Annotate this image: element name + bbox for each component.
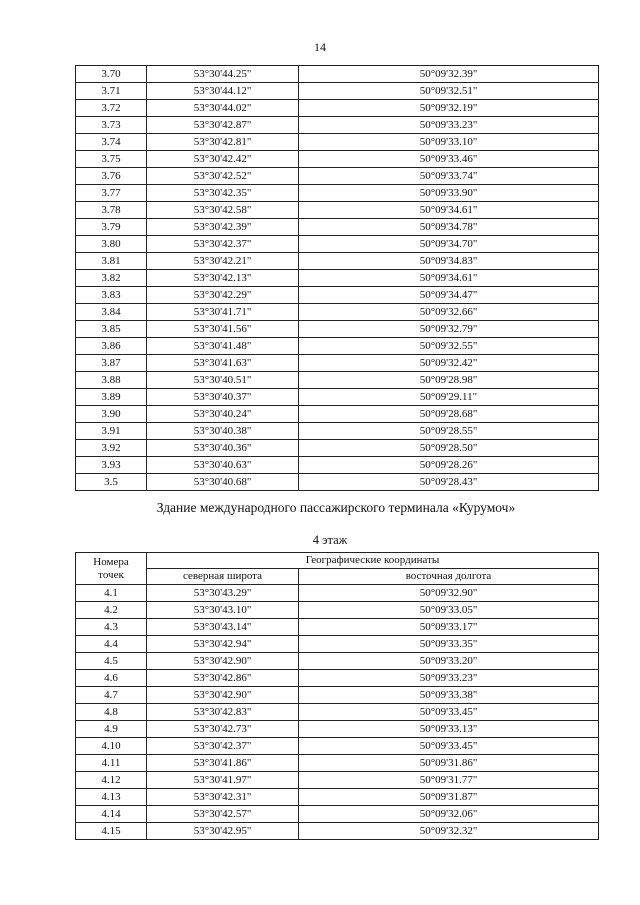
longitude-cell: 50°09'29.11" bbox=[299, 389, 599, 406]
latitude-cell: 53°30'42.83" bbox=[147, 704, 299, 721]
table-row bbox=[76, 287, 599, 304]
longitude-cell: 50°09'28.26" bbox=[299, 457, 599, 474]
point-number-cell: 3.90 bbox=[76, 406, 147, 423]
latitude-cell: 53°30'42.37" bbox=[147, 738, 299, 755]
latitude-cell: 53°30'42.57" bbox=[147, 806, 299, 823]
table-row bbox=[76, 585, 599, 602]
point-number-cell: 4.9 bbox=[76, 721, 147, 738]
table-row bbox=[76, 619, 599, 636]
longitude-cell: 50°09'32.42" bbox=[299, 355, 599, 372]
longitude-cell: 50°09'28.55" bbox=[299, 423, 599, 440]
page-number: 14 bbox=[314, 40, 326, 54]
coordinates-table-floor-4 bbox=[75, 552, 599, 840]
table-row bbox=[76, 687, 599, 704]
point-number-cell: 4.5 bbox=[76, 653, 147, 670]
longitude-cell: 50°09'31.77" bbox=[299, 772, 599, 789]
table-row bbox=[76, 772, 599, 789]
latitude-cell: 53°30'42.21" bbox=[147, 253, 299, 270]
point-number-cell: 3.88 bbox=[76, 372, 147, 389]
table-row bbox=[76, 219, 599, 236]
table-row bbox=[76, 83, 599, 100]
table-row bbox=[76, 457, 599, 474]
latitude-cell: 53°30'44.02" bbox=[147, 100, 299, 117]
point-number-cell: 3.75 bbox=[76, 151, 147, 168]
longitude-cell: 50°09'33.46" bbox=[299, 151, 599, 168]
point-number-cell: 3.79 bbox=[76, 219, 147, 236]
header-point-numbers bbox=[76, 553, 147, 585]
point-number-cell: 3.82 bbox=[76, 270, 147, 287]
table-header bbox=[76, 553, 599, 585]
table-row bbox=[76, 66, 599, 83]
longitude-cell: 50°09'32.66" bbox=[299, 304, 599, 321]
point-number-cell: 4.4 bbox=[76, 636, 147, 653]
point-number-cell: 3.81 bbox=[76, 253, 147, 270]
table-row bbox=[76, 440, 599, 457]
table-row bbox=[76, 100, 599, 117]
longitude-cell: 50°09'33.74" bbox=[299, 168, 599, 185]
latitude-cell: 53°30'43.14" bbox=[147, 619, 299, 636]
point-number-cell: 3.83 bbox=[76, 287, 147, 304]
table-row bbox=[76, 602, 599, 619]
longitude-cell: 50°09'32.19" bbox=[299, 100, 599, 117]
latitude-cell: 53°30'41.86" bbox=[147, 755, 299, 772]
longitude-cell: 50°09'34.61" bbox=[299, 202, 599, 219]
longitude-cell: 50°09'31.87" bbox=[299, 789, 599, 806]
longitude-cell: 50°09'32.55" bbox=[299, 338, 599, 355]
table-row bbox=[76, 389, 599, 406]
latitude-cell: 53°30'42.29" bbox=[147, 287, 299, 304]
point-number-cell: 4.1 bbox=[76, 585, 147, 602]
table-row bbox=[76, 789, 599, 806]
point-number-cell: 3.91 bbox=[76, 423, 147, 440]
point-number-cell: 4.10 bbox=[76, 738, 147, 755]
latitude-cell: 53°30'41.97" bbox=[147, 772, 299, 789]
point-number-cell: 3.86 bbox=[76, 338, 147, 355]
longitude-cell: 50°09'33.23" bbox=[299, 117, 599, 134]
point-number-cell: 3.76 bbox=[76, 168, 147, 185]
longitude-cell: 50°09'33.90" bbox=[299, 185, 599, 202]
point-number-cell: 4.14 bbox=[76, 806, 147, 823]
point-number-cell: 3.71 bbox=[76, 83, 147, 100]
point-number-cell: 3.87 bbox=[76, 355, 147, 372]
longitude-cell: 50°09'32.32" bbox=[299, 823, 599, 840]
table-row bbox=[76, 253, 599, 270]
table-row bbox=[76, 202, 599, 219]
point-number-cell: 3.89 bbox=[76, 389, 147, 406]
longitude-cell: 50°09'34.70" bbox=[299, 236, 599, 253]
longitude-cell: 50°09'33.45" bbox=[299, 704, 599, 721]
latitude-cell: 53°30'42.35" bbox=[147, 185, 299, 202]
table-row bbox=[76, 151, 599, 168]
table-row bbox=[76, 721, 599, 738]
table-row bbox=[76, 670, 599, 687]
point-number-cell: 3.80 bbox=[76, 236, 147, 253]
latitude-cell: 53°30'42.95" bbox=[147, 823, 299, 840]
table-row bbox=[76, 338, 599, 355]
point-number-cell: 4.11 bbox=[76, 755, 147, 772]
latitude-cell: 53°30'42.52" bbox=[147, 168, 299, 185]
longitude-cell: 50°09'33.13" bbox=[299, 721, 599, 738]
point-number-cell: 3.93 bbox=[76, 457, 147, 474]
latitude-cell: 53°30'42.73" bbox=[147, 721, 299, 738]
latitude-cell: 53°30'40.24" bbox=[147, 406, 299, 423]
point-number-cell: 3.78 bbox=[76, 202, 147, 219]
table-row bbox=[76, 406, 599, 423]
point-number-cell: 3.72 bbox=[76, 100, 147, 117]
point-number-cell: 4.7 bbox=[76, 687, 147, 704]
point-number-cell: 4.12 bbox=[76, 772, 147, 789]
table-row bbox=[76, 134, 599, 151]
latitude-cell: 53°30'40.38" bbox=[147, 423, 299, 440]
point-number-cell: 3.5 bbox=[76, 474, 147, 491]
longitude-cell: 50°09'33.35" bbox=[299, 636, 599, 653]
latitude-cell: 53°30'40.51" bbox=[147, 372, 299, 389]
longitude-cell: 50°09'34.83" bbox=[299, 253, 599, 270]
latitude-cell: 53°30'40.36" bbox=[147, 440, 299, 457]
latitude-cell: 53°30'42.87" bbox=[147, 117, 299, 134]
latitude-cell: 53°30'41.71" bbox=[147, 304, 299, 321]
header-longitude: восточная долгота bbox=[299, 569, 599, 585]
point-number-cell: 3.84 bbox=[76, 304, 147, 321]
longitude-cell: 50°09'34.47" bbox=[299, 287, 599, 304]
longitude-cell: 50°09'32.79" bbox=[299, 321, 599, 338]
table-row bbox=[76, 636, 599, 653]
table-row bbox=[76, 304, 599, 321]
point-number-cell: 4.8 bbox=[76, 704, 147, 721]
longitude-cell: 50°09'28.50" bbox=[299, 440, 599, 457]
longitude-cell: 50°09'33.23" bbox=[299, 670, 599, 687]
longitude-cell: 50°09'32.39" bbox=[299, 66, 599, 83]
longitude-cell: 50°09'34.61" bbox=[299, 270, 599, 287]
latitude-cell: 53°30'44.12" bbox=[147, 83, 299, 100]
table-row bbox=[76, 806, 599, 823]
point-number-cell: 3.77 bbox=[76, 185, 147, 202]
latitude-cell: 53°30'42.81" bbox=[147, 134, 299, 151]
latitude-cell: 53°30'42.37" bbox=[147, 236, 299, 253]
latitude-cell: 53°30'42.90" bbox=[147, 687, 299, 704]
table-body bbox=[76, 585, 599, 840]
latitude-cell: 53°30'42.90" bbox=[147, 653, 299, 670]
latitude-cell: 53°30'41.56" bbox=[147, 321, 299, 338]
latitude-cell: 53°30'42.86" bbox=[147, 670, 299, 687]
point-number-cell: 4.15 bbox=[76, 823, 147, 840]
point-number-cell: 3.74 bbox=[76, 134, 147, 151]
latitude-cell: 53°30'40.63" bbox=[147, 457, 299, 474]
point-number-cell: 3.85 bbox=[76, 321, 147, 338]
latitude-cell: 53°30'43.10" bbox=[147, 602, 299, 619]
longitude-cell: 50°09'33.05" bbox=[299, 602, 599, 619]
latitude-cell: 53°30'44.25" bbox=[147, 66, 299, 83]
table-row bbox=[76, 372, 599, 389]
latitude-cell: 53°30'40.68" bbox=[147, 474, 299, 491]
coordinates-table-floor-3 bbox=[75, 65, 599, 491]
latitude-cell: 53°30'40.37" bbox=[147, 389, 299, 406]
table-body bbox=[76, 66, 599, 491]
point-number-cell: 4.6 bbox=[76, 670, 147, 687]
table-row bbox=[76, 755, 599, 772]
table-row bbox=[76, 823, 599, 840]
header-point-numbers-line1: Номера bbox=[93, 555, 129, 568]
latitude-cell: 53°30'42.39" bbox=[147, 219, 299, 236]
latitude-cell: 53°30'42.31" bbox=[147, 789, 299, 806]
latitude-cell: 53°30'41.63" bbox=[147, 355, 299, 372]
table-row bbox=[76, 704, 599, 721]
latitude-cell: 53°30'42.13" bbox=[147, 270, 299, 287]
longitude-cell: 50°09'33.45" bbox=[299, 738, 599, 755]
table-row bbox=[76, 321, 599, 338]
floor-label: 4 этаж bbox=[312, 533, 348, 547]
latitude-cell: 53°30'43.29" bbox=[147, 585, 299, 602]
longitude-cell: 50°09'31.86" bbox=[299, 755, 599, 772]
longitude-cell: 50°09'34.78" bbox=[299, 219, 599, 236]
table-row bbox=[76, 738, 599, 755]
header-point-numbers-line2: точек bbox=[98, 568, 124, 581]
header-geo-coordinates: Географические координаты bbox=[147, 553, 599, 569]
longitude-cell: 50°09'32.51" bbox=[299, 83, 599, 100]
table-row bbox=[76, 117, 599, 134]
table-row bbox=[76, 236, 599, 253]
point-number-cell: 4.13 bbox=[76, 789, 147, 806]
latitude-cell: 53°30'42.58" bbox=[147, 202, 299, 219]
longitude-cell: 50°09'28.68" bbox=[299, 406, 599, 423]
point-number-cell: 3.70 bbox=[76, 66, 147, 83]
header-latitude: северная широта bbox=[147, 569, 299, 585]
table-row bbox=[76, 653, 599, 670]
latitude-cell: 53°30'41.48" bbox=[147, 338, 299, 355]
longitude-cell: 50°09'33.38" bbox=[299, 687, 599, 704]
point-number-cell: 3.92 bbox=[76, 440, 147, 457]
longitude-cell: 50°09'32.06" bbox=[299, 806, 599, 823]
point-number-cell: 3.73 bbox=[76, 117, 147, 134]
latitude-cell: 53°30'42.42" bbox=[147, 151, 299, 168]
table-row bbox=[76, 423, 599, 440]
longitude-cell: 50°09'33.20" bbox=[299, 653, 599, 670]
longitude-cell: 50°09'32.90" bbox=[299, 585, 599, 602]
point-number-cell: 4.2 bbox=[76, 602, 147, 619]
longitude-cell: 50°09'33.17" bbox=[299, 619, 599, 636]
table-row bbox=[76, 270, 599, 287]
section-title: Здание международного пассажирского терминала «Курумоч» bbox=[156, 500, 516, 515]
longitude-cell: 50°09'28.43" bbox=[299, 474, 599, 491]
latitude-cell: 53°30'42.94" bbox=[147, 636, 299, 653]
longitude-cell: 50°09'33.10" bbox=[299, 134, 599, 151]
point-number-cell: 4.3 bbox=[76, 619, 147, 636]
table-row bbox=[76, 185, 599, 202]
table-row bbox=[76, 355, 599, 372]
table-row bbox=[76, 168, 599, 185]
longitude-cell: 50°09'28.98" bbox=[299, 372, 599, 389]
table-row bbox=[76, 474, 599, 491]
